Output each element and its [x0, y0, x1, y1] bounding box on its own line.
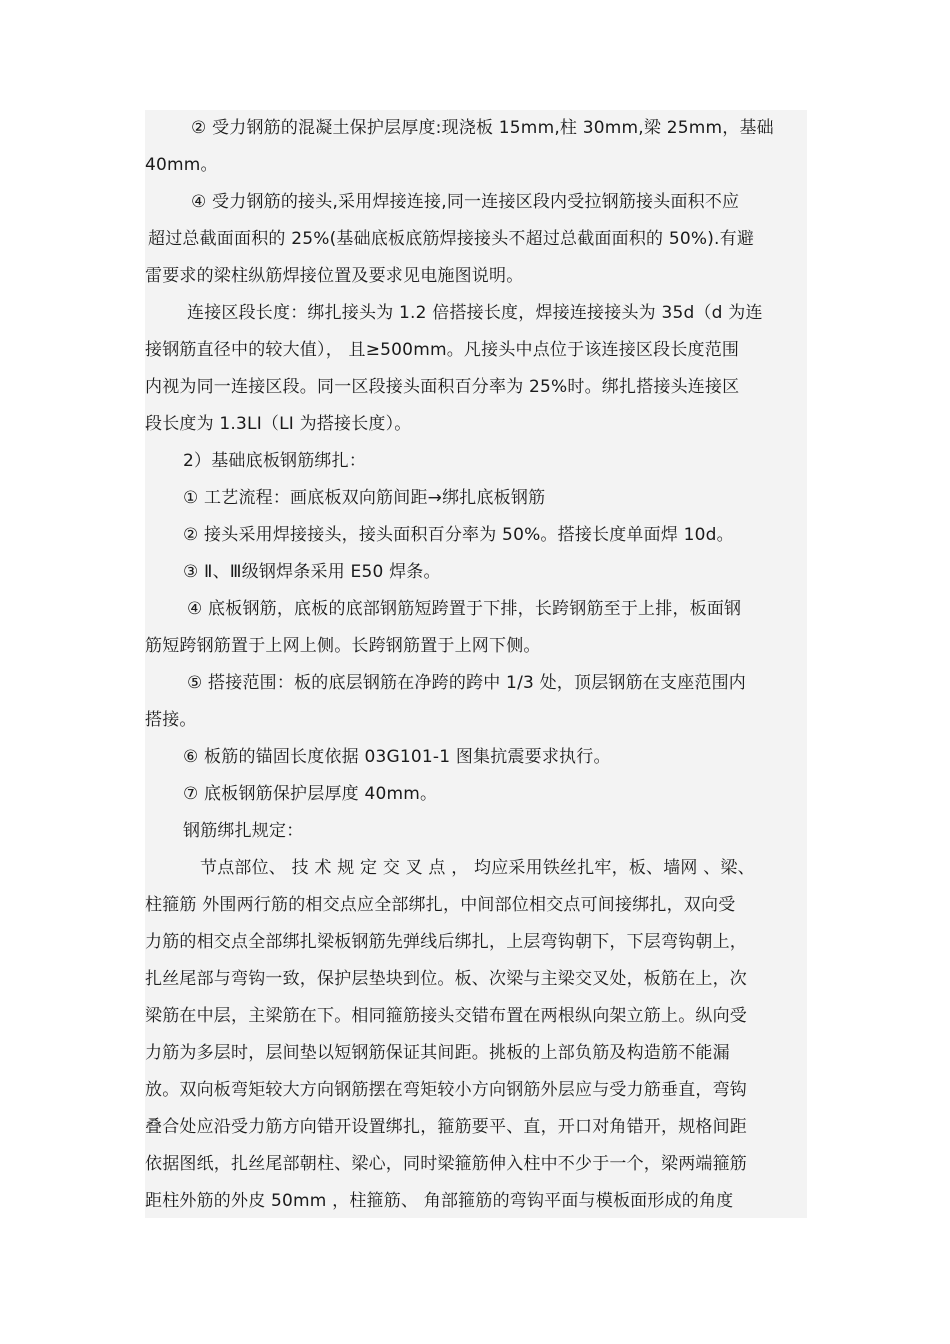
text-line: ② 受力钢筋的混凝土保护层厚度:现浇板 15mm,柱 30mm,梁 25mm，基础 — [191, 118, 774, 138]
text-line: 节点部位、 技 术 规 定 交 叉 点 ， 均应采用铁丝扎牢，板、墙网 、梁、 — [200, 858, 755, 878]
text-line: 内视为同一连接区段。同一区段接头面积百分率为 25%时。绑扎搭接头连接区 — [145, 377, 740, 397]
text-line: ⑦ 底板钢筋保护层厚度 40mm。 — [183, 784, 438, 804]
text-line: 段长度为 1.3LI（LI 为搭接长度）。 — [145, 414, 412, 434]
text-line: 搭接。 — [145, 710, 197, 730]
text-line: 放。双向板弯矩较大方向钢筋摆在弯矩较小方向钢筋外层应与受力筋垂直，弯钩 — [145, 1080, 747, 1100]
text-line: ③ Ⅱ、Ⅲ级钢焊条采用 E50 焊条。 — [183, 562, 441, 582]
text-line: 柱箍筋 外围两行筋的相交点应全部绑扎，中间部位相交点可间接绑扎，双向受 — [145, 895, 736, 915]
document-body — [145, 110, 807, 1220]
text-line: 连接区段长度：绑扎接头为 1.2 倍搭接长度，焊接连接接头为 35d（d 为连 — [187, 303, 763, 323]
text-line: 依据图纸，扎丝尾部朝柱、梁心，同时梁箍筋伸入柱中不少于一个，梁两端箍筋 — [145, 1154, 747, 1174]
text-line: ① 工艺流程：画底板双向筋间距→绑扎底板钢筋 — [183, 488, 546, 508]
text-line: ⑤ 搭接范围：板的底层钢筋在净跨的跨中 1/3 处，顶层钢筋在支座范围内 — [187, 673, 747, 693]
text-line: 力筋为多层时，层间垫以短钢筋保证其间距。挑板的上部负筋及构造筋不能漏 — [145, 1043, 730, 1063]
text-line: ④ 受力钢筋的接头,采用焊接连接,同一连接区段内受拉钢筋接头面积不应 — [191, 192, 740, 212]
text-line: 钢筋绑扎规定： — [183, 821, 304, 841]
text-line: 超过总截面面积的 25%(基础底板底筋焊接接头不超过总截面面积的 50%).有避 — [148, 229, 755, 249]
text-line: 力筋的相交点全部绑扎梁板钢筋先弹线后绑扎，上层弯钩朝下，下层弯钩朝上， — [145, 932, 747, 952]
text-line: 扎丝尾部与弯钩一致，保护层垫块到位。板、次梁与主梁交叉处，板筋在上，次 — [145, 969, 747, 989]
text-line: 筋短跨钢筋置于上网上侧。长跨钢筋置于上网下侧。 — [145, 636, 541, 656]
text-line: ② 接头采用焊接接头，接头面积百分率为 50%。搭接长度单面焊 10d。 — [183, 525, 734, 545]
text-line: 40mm。 — [145, 155, 218, 175]
text-line: 叠合处应沿受力筋方向错开设置绑扎，箍筋要平、直，开口对角错开，规格间距 — [145, 1117, 747, 1137]
text-line: 梁筋在中层，主梁筋在下。相同箍筋接头交错布置在两根纵向架立筋上。纵向受 — [145, 1006, 747, 1026]
text-line: 距柱外筋的外皮 50mm ，柱箍筋、 角部箍筋的弯钩平面与模板面形成的角度 — [145, 1191, 734, 1211]
text-line: ④ 底板钢筋，底板的底部钢筋短跨置于下排，长跨钢筋至于上排，板面钢 — [187, 599, 742, 619]
text-line: ⑥ 板筋的锚固长度依据 03G101-1 图集抗震要求执行。 — [183, 747, 611, 767]
text-line: 雷要求的梁柱纵筋焊接位置及要求见电施图说明。 — [145, 266, 524, 286]
text-line: 2）基础底板钢筋绑扎： — [183, 451, 367, 471]
text-line: 接钢筋直径中的较大值）， 且≥500mm。凡接头中点位于该连接区段长度范围 — [145, 340, 740, 360]
